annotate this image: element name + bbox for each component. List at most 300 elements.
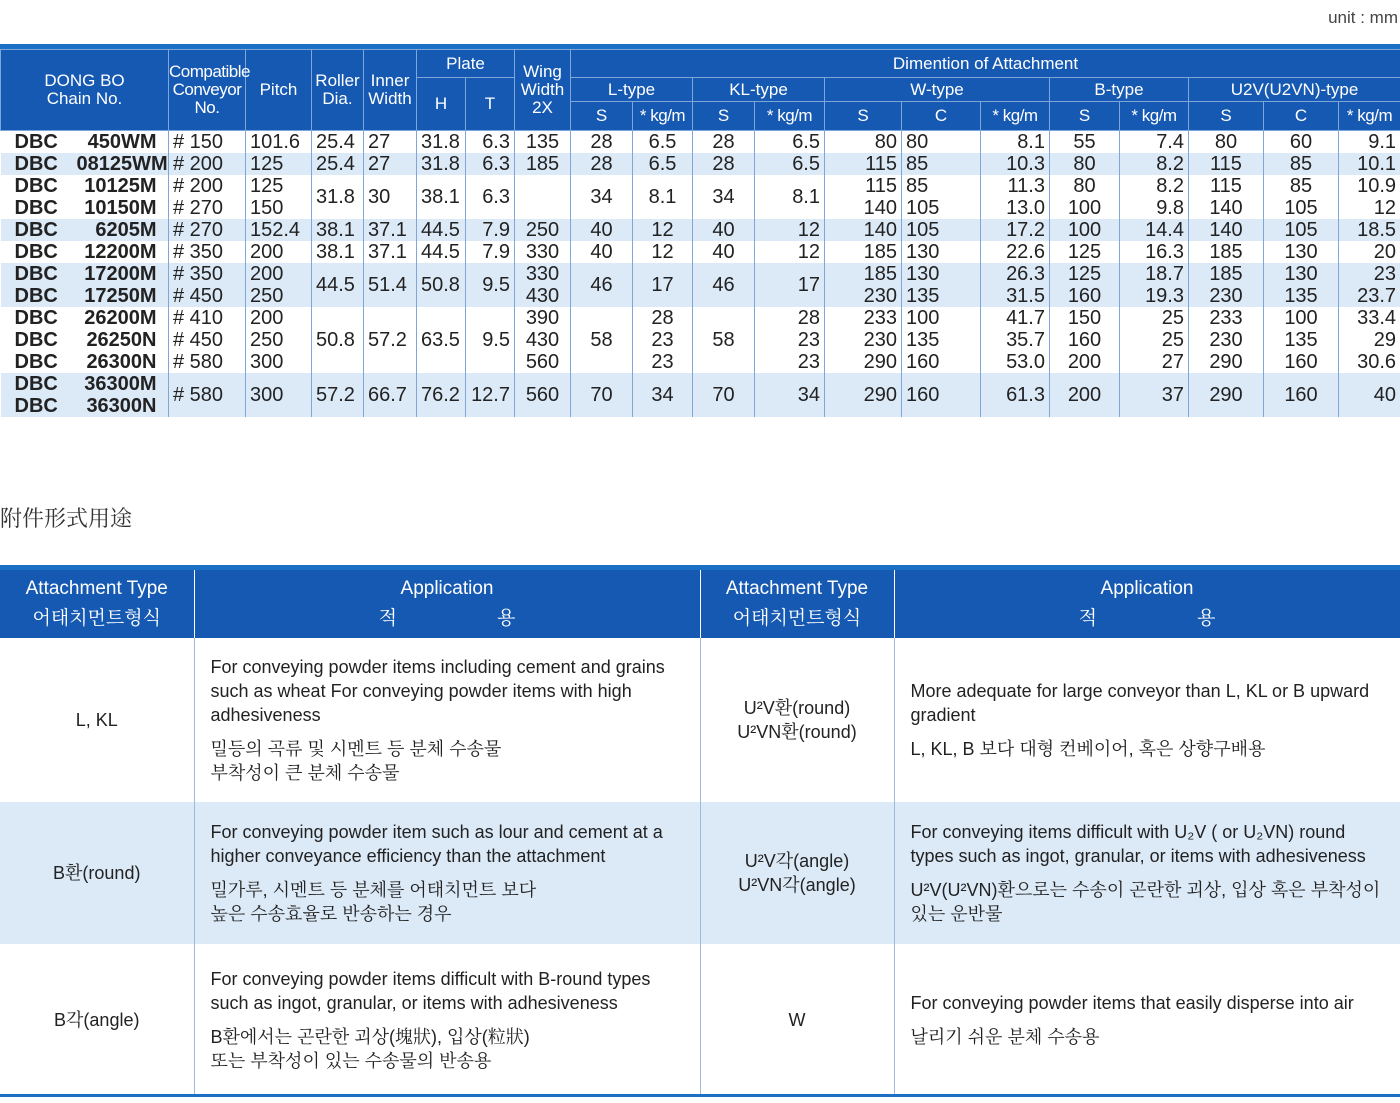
- cell-value: 80: [874, 131, 897, 153]
- application-en: More adequate for large conveyor than L, KL or B upward gradient: [910, 681, 1370, 725]
- cell-value: 150: [1067, 307, 1102, 329]
- cell-b_kg: [1120, 131, 1189, 154]
- cell-value: 125: [250, 153, 284, 175]
- cell-value: 430: [525, 329, 560, 351]
- header-attachment-type: Attachment Type 어태치먼트형식: [0, 570, 194, 638]
- cell-wing: [515, 307, 571, 373]
- cell-value: 560: [525, 384, 560, 406]
- cell-value: 85: [1289, 153, 1313, 175]
- cell-value: 250: [525, 219, 560, 241]
- cell-value: # 350: [173, 241, 224, 263]
- cell-w_s: [825, 131, 902, 154]
- cell-wing: [515, 175, 571, 219]
- cell-u_kg: [1339, 153, 1400, 175]
- cell-w_kg: [981, 219, 1050, 241]
- cell-kl_s: 40: [693, 219, 755, 241]
- cell-value: 140: [863, 219, 897, 241]
- application-cell: [194, 802, 700, 944]
- cell-value: 11.3: [1007, 175, 1045, 197]
- cell-value: # 410: [173, 307, 224, 329]
- cell-value: # 350: [173, 263, 224, 285]
- cell-u_s: [1189, 263, 1264, 307]
- cell-value: 6.5: [648, 153, 677, 175]
- cell-b_s: [1050, 263, 1120, 307]
- cell-l_s: 28: [571, 153, 633, 175]
- header-roller: Roller Dia.: [312, 50, 364, 131]
- cell-value: 26.3: [1006, 263, 1045, 285]
- cell-value: 19.3: [1145, 285, 1184, 307]
- cell-b_kg: [1120, 219, 1189, 241]
- cell-inner: 27: [364, 131, 417, 154]
- cell-pitch: [246, 307, 312, 373]
- header-c: C: [902, 102, 981, 131]
- cell-value: 8.1: [792, 186, 820, 208]
- cell-pitch: [246, 131, 312, 154]
- header-kl-type: KL-type: [693, 78, 825, 102]
- cell-value: 18.7: [1145, 263, 1184, 285]
- cell-roller: 57.2: [312, 373, 364, 417]
- cell-value: 101.6: [250, 131, 301, 153]
- cell-l_s: 34: [571, 175, 633, 219]
- cell-value: 115: [1210, 153, 1242, 175]
- cell-value: 140: [863, 197, 897, 219]
- cell-value: # 270: [173, 197, 224, 219]
- cell-value: 23: [797, 329, 820, 351]
- application-kr: 밀가루, 시멘트 등 분체를 어태치먼트 보다 높은 수송효율로 반송하는 경우: [210, 880, 537, 924]
- header-application: Application 적 용: [194, 570, 700, 638]
- header-pitch: Pitch: [246, 50, 312, 131]
- cell-value: 10.9: [1357, 175, 1397, 197]
- cell-l_kg: [633, 131, 693, 154]
- attachment-type-cell: B각(angle): [0, 944, 194, 1096]
- cell-chain-name: DBC 36300M DBC 36300N: [1, 373, 169, 417]
- cell-u_s: [1189, 153, 1264, 175]
- cell-h: 76.2: [417, 373, 466, 417]
- cell-u_s: [1189, 131, 1264, 154]
- cell-value: # 200: [173, 153, 224, 175]
- cell-wing: [515, 131, 571, 154]
- cell-value: 60: [1289, 131, 1313, 153]
- cell-value: 100: [1067, 197, 1102, 219]
- cell-value: # 270: [173, 219, 224, 241]
- cell-t: 6.3: [466, 175, 515, 219]
- cell-value: 8.1: [648, 186, 677, 208]
- cell-value: 85: [906, 153, 929, 175]
- cell-b_kg: [1120, 373, 1189, 417]
- chain-spec-table: [0, 49, 1400, 417]
- cell-conv: [169, 263, 246, 307]
- cell-value: 17.2: [1006, 219, 1045, 241]
- cell-kl_s: 58: [693, 307, 755, 373]
- cell-value: 30.6: [1357, 351, 1397, 373]
- application-kr: U²V(U²VN)환으로는 수송이 곤란한 괴상, 입상 혹은 부착성이 있는 운반물: [910, 880, 1381, 924]
- cell-value: 185: [863, 263, 897, 285]
- cell-t: 9.5: [466, 307, 515, 373]
- cell-w_c: [902, 175, 981, 219]
- table-row: [1, 153, 1400, 175]
- cell-value: 53.0: [1006, 351, 1045, 373]
- cell-w_s: [825, 153, 902, 175]
- cell-h: 50.8: [417, 263, 466, 307]
- cell-value: # 580: [173, 384, 224, 406]
- cell-u_kg: [1339, 175, 1400, 219]
- app-table-bottom-rule: [0, 1094, 1400, 1097]
- application-kr: 밀등의 곡류 및 시멘트 등 분체 수송물 부착성이 큰 분체 수송물: [210, 739, 502, 783]
- cell-u_s: [1189, 175, 1264, 219]
- cell-value: 61.3: [1006, 384, 1045, 406]
- cell-chain-name: DBC 26200M DBC 26250N DBC 26300N: [1, 307, 169, 373]
- table-row: [1, 241, 1400, 263]
- cell-value: 27: [1161, 351, 1184, 373]
- header-s: S: [693, 102, 755, 131]
- cell-value: 34: [651, 384, 674, 406]
- application-kr: 날리기 쉬운 분체 수송용: [910, 1027, 1100, 1047]
- cell-value: 105: [1284, 197, 1318, 219]
- header-kgm: * kg/m: [1339, 102, 1400, 131]
- cell-u_c: [1264, 131, 1339, 154]
- cell-u_s: [1189, 307, 1264, 373]
- cell-w_s: [825, 241, 902, 263]
- header-compatible: Compatible Conveyor No.: [169, 50, 246, 131]
- cell-inner: 37.1: [364, 241, 417, 263]
- cell-u_s: [1189, 241, 1264, 263]
- cell-w_kg: [981, 153, 1050, 175]
- header-s: S: [1189, 102, 1264, 131]
- cell-u_s: [1189, 373, 1264, 417]
- cell-u_kg: [1339, 241, 1400, 263]
- header-s: S: [1050, 102, 1120, 131]
- cell-value: 105: [906, 197, 940, 219]
- application-en: For conveying powder items that easily disperse into air: [910, 993, 1354, 1013]
- cell-value: 230: [1209, 285, 1243, 307]
- cell-b_kg: [1120, 263, 1189, 307]
- cell-w_c: [902, 219, 981, 241]
- cell-u_c: [1264, 219, 1339, 241]
- cell-value: 250: [250, 329, 284, 351]
- cell-value: 125: [1067, 241, 1102, 263]
- cell-w_kg: [981, 373, 1050, 417]
- cell-value: 290: [1209, 351, 1243, 373]
- cell-l_kg: [633, 263, 693, 307]
- application-cell: [894, 944, 1400, 1096]
- application-kr: B환에서는 곤란한 괴상(塊狀), 입상(粒狀) 또는 부착성이 있는 수송물의 반송용: [210, 1027, 530, 1071]
- cell-value: 12: [797, 219, 820, 241]
- header-dimention: Dimention of Attachment: [571, 50, 1400, 78]
- cell-l_s: 46: [571, 263, 633, 307]
- cell-value: 200: [250, 307, 284, 329]
- table-row: [1, 219, 1400, 241]
- cell-wing: [515, 153, 571, 175]
- header-kgm: * kg/m: [981, 102, 1050, 131]
- cell-h: 63.5: [417, 307, 466, 373]
- cell-h: 44.5: [417, 219, 466, 241]
- cell-value: 85: [1289, 175, 1313, 197]
- header-chain-no: DONG BO Chain No.: [1, 50, 169, 131]
- cell-w_kg: [981, 263, 1050, 307]
- header-application: Application 적 용: [894, 570, 1400, 638]
- cell-u_c: [1264, 307, 1339, 373]
- cell-l_kg: [633, 175, 693, 219]
- cell-value: 41.7: [1006, 307, 1045, 329]
- cell-value: 28: [797, 307, 820, 329]
- cell-u_c: [1264, 263, 1339, 307]
- chain-spec-body: [1, 131, 1400, 418]
- attachment-type-cell: U²V각(angle) U²VN각(angle): [700, 802, 894, 944]
- cell-value: 10.3: [1006, 153, 1045, 175]
- cell-conv: [169, 131, 246, 154]
- cell-value: 135: [1284, 329, 1318, 351]
- cell-value: 135: [1284, 285, 1318, 307]
- cell-value: 12: [651, 241, 674, 263]
- cell-value: 22.6: [1006, 241, 1045, 263]
- cell-value: 23: [651, 351, 674, 373]
- application-cell: [194, 944, 700, 1096]
- cell-l_s: 58: [571, 307, 633, 373]
- cell-conv: [169, 241, 246, 263]
- cell-roller: 25.4: [312, 131, 364, 154]
- table-row: [0, 944, 1400, 1096]
- cell-roller: 25.4: [312, 153, 364, 175]
- cell-value: 12: [797, 241, 820, 263]
- cell-value: 160: [1067, 329, 1102, 351]
- cell-l_kg: [633, 153, 693, 175]
- cell-value: 185: [1209, 263, 1243, 285]
- cell-u_kg: [1339, 307, 1400, 373]
- application-en: For conveying items difficult with U₂V ( or U₂VN) round types such as ingot, granular, or items with adhesiveness: [910, 822, 1366, 866]
- cell-value: 160: [1284, 351, 1318, 373]
- cell-w_kg: [981, 175, 1050, 219]
- cell-t: 12.7: [466, 373, 515, 417]
- cell-value: 29: [1373, 329, 1397, 351]
- cell-kl_kg: [755, 219, 825, 241]
- cell-chain-name: DBC 17200M DBC 17250M: [1, 263, 169, 307]
- cell-value: 10.1: [1357, 153, 1397, 175]
- cell-value: 6.5: [792, 153, 820, 175]
- cell-value: 105: [1284, 219, 1318, 241]
- cell-w_c: [902, 241, 981, 263]
- application-en: For conveying powder items including cement and grains such as wheat For conveying powder items with high adhesiveness: [210, 657, 665, 725]
- cell-wing: [515, 373, 571, 417]
- cell-l_kg: [633, 373, 693, 417]
- application-en: For conveying powder item such as lour and cement at a higher conveyance efficiency than the attachment: [210, 822, 663, 866]
- cell-value: 33.4: [1357, 307, 1397, 329]
- cell-value: 37: [1161, 384, 1184, 406]
- cell-value: # 150: [173, 131, 224, 153]
- cell-inner: 30: [364, 175, 417, 219]
- cell-value: 160: [906, 384, 940, 406]
- cell-value: 152.4: [250, 219, 301, 241]
- cell-b_kg: [1120, 153, 1189, 175]
- cell-l_kg: [633, 307, 693, 373]
- cell-kl_kg: [755, 153, 825, 175]
- cell-value: 8.1: [1017, 131, 1045, 153]
- header-inner-width: Inner Width: [364, 50, 417, 131]
- cell-h: 38.1: [417, 175, 466, 219]
- cell-value: 160: [1284, 384, 1318, 406]
- table-row: [1, 131, 1400, 154]
- cell-chain-name: DBC 450WM: [1, 131, 169, 154]
- attachment-application-table: [0, 570, 1400, 1096]
- cell-value: 130: [1284, 263, 1318, 285]
- cell-value: 16.3: [1145, 241, 1184, 263]
- cell-w_s: [825, 175, 902, 219]
- table-row: [1, 263, 1400, 307]
- application-kr: L, KL, B 보다 대형 컨베이어, 혹은 상향구배용: [910, 739, 1266, 759]
- cell-value: 300: [250, 384, 284, 406]
- cell-value: 12: [1373, 197, 1397, 219]
- cell-b_s: [1050, 175, 1120, 219]
- cell-value: 200: [1067, 384, 1102, 406]
- cell-value: 100: [1067, 219, 1102, 241]
- cell-value: 200: [1067, 351, 1102, 373]
- cell-roller: 38.1: [312, 219, 364, 241]
- cell-w_c: [902, 263, 981, 307]
- cell-kl_kg: [755, 373, 825, 417]
- cell-value: 160: [1067, 285, 1102, 307]
- cell-value: 150: [250, 197, 284, 219]
- cell-value: 100: [906, 307, 940, 329]
- cell-kl_s: 34: [693, 175, 755, 219]
- cell-chain-name: DBC 08125WM: [1, 153, 169, 175]
- cell-value: # 580: [173, 351, 224, 373]
- cell-inner: 51.4: [364, 263, 417, 307]
- cell-pitch: [246, 175, 312, 219]
- cell-value: 20: [1373, 241, 1397, 263]
- cell-value: 560: [525, 351, 560, 373]
- cell-value: 14.4: [1145, 219, 1184, 241]
- cell-value: 80: [1073, 153, 1096, 175]
- cell-u_c: [1264, 373, 1339, 417]
- cell-value: 25: [1161, 329, 1184, 351]
- cell-value: 200: [250, 263, 284, 285]
- cell-pitch: [246, 373, 312, 417]
- cell-u_s: [1189, 219, 1264, 241]
- cell-l_kg: [633, 219, 693, 241]
- table-row: [1, 373, 1400, 417]
- cell-w_c: [902, 373, 981, 417]
- cell-value: 130: [906, 241, 940, 263]
- cell-value: 23: [797, 351, 820, 373]
- cell-u_c: [1264, 153, 1339, 175]
- cell-value: 233: [863, 307, 897, 329]
- cell-w_c: [902, 153, 981, 175]
- cell-u_c: [1264, 175, 1339, 219]
- cell-value: 160: [906, 351, 940, 373]
- cell-value: 35.7: [1006, 329, 1045, 351]
- cell-kl_kg: [755, 131, 825, 154]
- cell-h: 31.8: [417, 153, 466, 175]
- cell-value: 115: [865, 153, 897, 175]
- cell-wing: [515, 219, 571, 241]
- attachment-type-cell: W: [700, 944, 894, 1096]
- header-plate-h: H: [417, 78, 466, 131]
- cell-value: 290: [863, 351, 897, 373]
- cell-value: 12: [651, 219, 674, 241]
- cell-w_s: [825, 307, 902, 373]
- cell-u_kg: [1339, 131, 1400, 154]
- cell-value: 23: [651, 329, 674, 351]
- cell-t: 7.9: [466, 241, 515, 263]
- cell-inner: 37.1: [364, 219, 417, 241]
- cell-value: # 450: [173, 329, 224, 351]
- cell-pitch: [246, 263, 312, 307]
- cell-t: 7.9: [466, 219, 515, 241]
- cell-b_s: [1050, 219, 1120, 241]
- cell-pitch: [246, 219, 312, 241]
- attachment-type-cell: B환(round): [0, 802, 194, 944]
- cell-w_c: [902, 131, 981, 154]
- cell-wing: [515, 263, 571, 307]
- cell-t: 9.5: [466, 263, 515, 307]
- cell-value: 300: [250, 351, 284, 373]
- cell-value: 290: [863, 384, 897, 406]
- cell-value: 9.8: [1156, 197, 1184, 219]
- cell-inner: 27: [364, 153, 417, 175]
- cell-kl_s: 70: [693, 373, 755, 417]
- cell-l_s: 28: [571, 131, 633, 154]
- cell-w_s: [825, 263, 902, 307]
- cell-value: 135: [525, 131, 560, 153]
- header-kgm: * kg/m: [1120, 102, 1189, 131]
- cell-value: 13.0: [1006, 197, 1045, 219]
- attachment-application-body: [0, 638, 1400, 1096]
- cell-value: 185: [525, 153, 560, 175]
- table-row: [1, 175, 1400, 219]
- cell-roller: 50.8: [312, 307, 364, 373]
- header-wing-width: Wing Width 2X: [515, 50, 571, 131]
- header-l-type: L-type: [571, 78, 693, 102]
- cell-value: 31.5: [1006, 285, 1045, 307]
- cell-kl_s: 40: [693, 241, 755, 263]
- cell-wing: [515, 241, 571, 263]
- cell-conv: [169, 175, 246, 219]
- cell-value: 6.5: [648, 131, 677, 153]
- cell-value: 125: [1067, 263, 1102, 285]
- cell-value: 250: [250, 285, 284, 307]
- cell-value: 23: [1373, 263, 1397, 285]
- cell-kl_kg: [755, 307, 825, 373]
- cell-value: 130: [1284, 241, 1318, 263]
- cell-w_kg: [981, 241, 1050, 263]
- cell-value: 17: [651, 274, 674, 296]
- cell-value: 80: [1214, 131, 1238, 153]
- cell-t: 6.3: [466, 153, 515, 175]
- cell-kl_s: 28: [693, 153, 755, 175]
- cell-chain-name: DBC 6205M: [1, 219, 169, 241]
- cell-w_s: [825, 373, 902, 417]
- header-c: C: [1264, 102, 1339, 131]
- cell-value: 330: [525, 263, 560, 285]
- cell-kl_s: 28: [693, 131, 755, 154]
- cell-u_kg: [1339, 373, 1400, 417]
- cell-value: 430: [525, 285, 560, 307]
- header-attachment-type: Attachment Type 어태치먼트형식: [700, 570, 894, 638]
- cell-value: 18.5: [1357, 219, 1397, 241]
- cell-conv: [169, 219, 246, 241]
- cell-value: 7.4: [1156, 131, 1184, 153]
- unit-label: unit : mm: [1328, 8, 1398, 27]
- application-en: For conveying powder items difficult with B-round types such as ingot, granular, or items with adhesiveness: [210, 969, 651, 1013]
- header-s: S: [571, 102, 633, 131]
- cell-value: 40: [1373, 384, 1397, 406]
- cell-value: 125: [250, 175, 284, 197]
- cell-value: 230: [863, 285, 897, 307]
- cell-b_s: [1050, 373, 1120, 417]
- header-kgm: * kg/m: [755, 102, 825, 131]
- cell-b_kg: [1120, 241, 1189, 263]
- cell-value: 140: [1209, 197, 1243, 219]
- header-b-type: B-type: [1050, 78, 1189, 102]
